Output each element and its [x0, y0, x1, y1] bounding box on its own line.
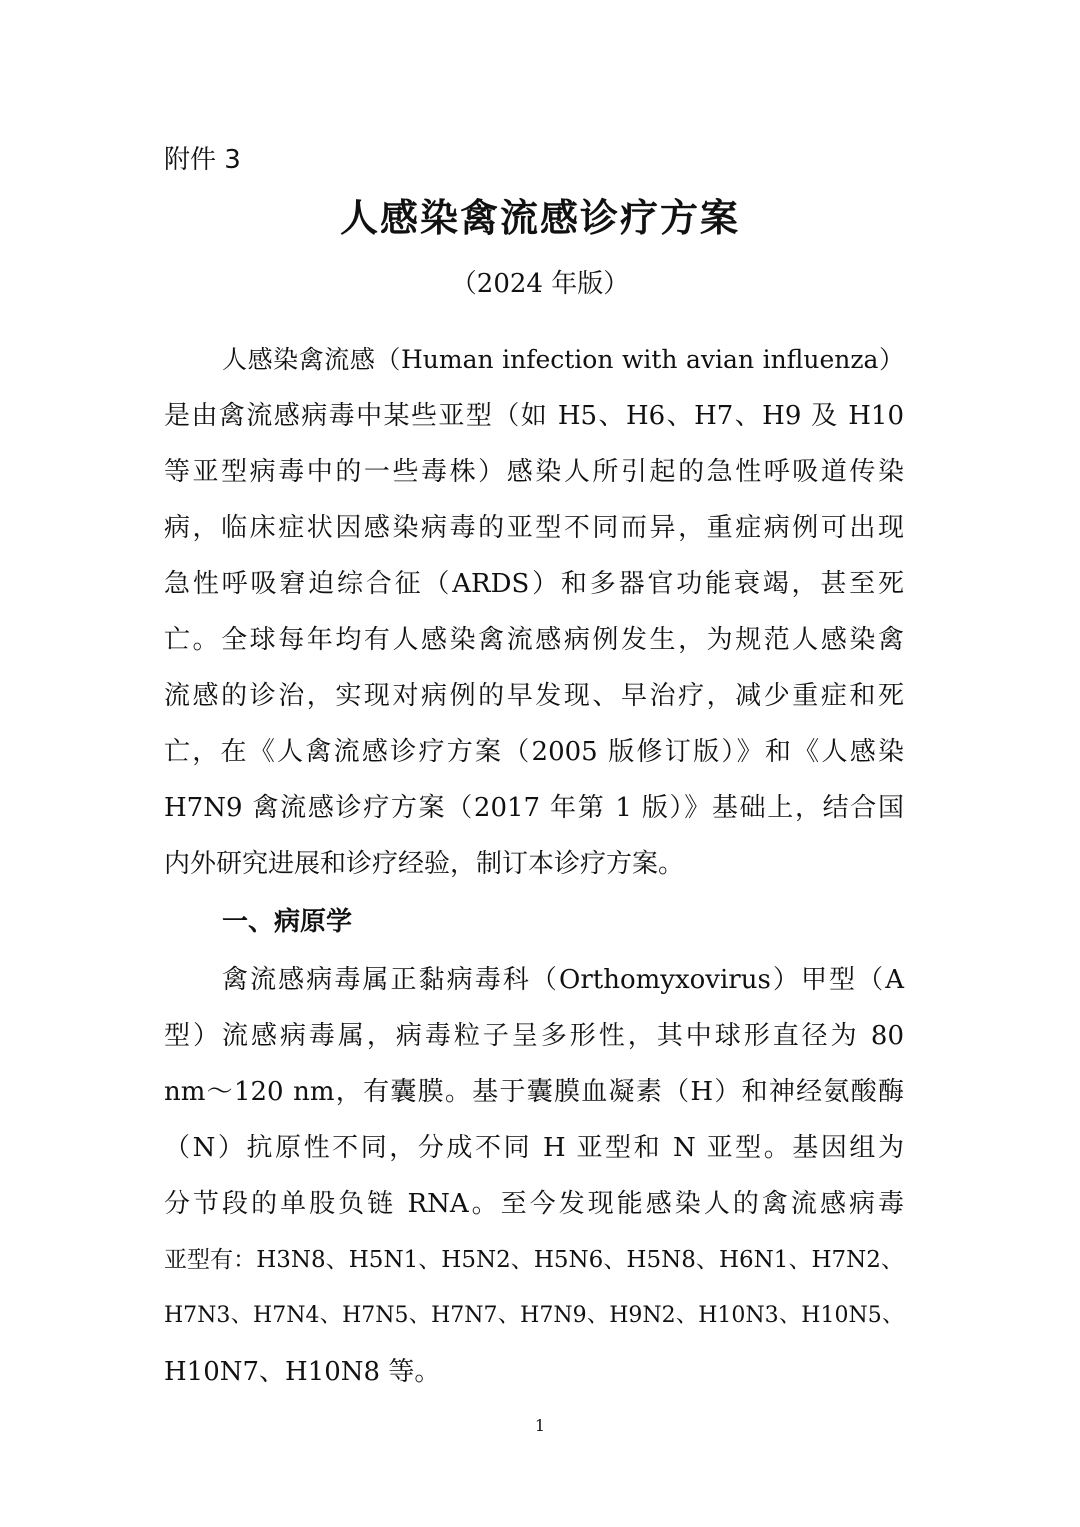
section-line: 亚型有：H3N8、H5N1、H5N2、H5N6、H5N8、H6N1、H7N2、 — [164, 1247, 904, 1273]
intro-line: 病，临床症状因感染病毒的亚型不同而异，重症病例可出现 — [164, 513, 904, 543]
section-line: 分节段的单股负链 RNA。至今发现能感染人的禽流感病毒 — [164, 1189, 904, 1219]
section-line: （N）抗原性不同，分成不同 H 亚型和 N 亚型。基因组为 — [164, 1133, 904, 1163]
intro-line: H7N9 禽流感诊疗方案（2017 年第 1 版）》基础上，结合国 — [164, 793, 904, 823]
intro-line: 等亚型病毒中的一些毒株）感染人所引起的急性呼吸道传染 — [164, 457, 904, 487]
intro-line: 人感染禽流感（Human infection with avian influenza） — [222, 345, 904, 374]
section-line: H10N7、H10N8 等。 — [164, 1357, 441, 1387]
section-heading: 一、病原学 — [222, 907, 353, 937]
section-line: H7N3、H7N4、H7N5、H7N7、H7N9、H9N2、H10N3、H10N5、 — [164, 1303, 904, 1328]
intro-line: 亡。全球每年均有人感染禽流感病例发生，为规范人感染禽 — [164, 625, 904, 655]
document-title: 人感染禽流感诊疗方案 — [339, 196, 740, 240]
page-number: 1 — [534, 1416, 546, 1435]
intro-line: 亡，在《人禽流感诊疗方案（2005 版修订版）》和《人感染 — [164, 737, 904, 767]
section-line: 型）流感病毒属，病毒粒子呈多形性，其中球形直径为 80 — [164, 1021, 904, 1051]
intro-line: 内外研究进展和诊疗经验，制订本诊疗方案。 — [164, 849, 685, 879]
section-line: 禽流感病毒属正黏病毒科（Orthomyxovirus）甲型（A — [222, 965, 904, 995]
attachment-label: 附件 3 — [164, 145, 241, 175]
intro-line: 流感的诊治，实现对病例的早发现、早治疗，减少重症和死 — [164, 681, 904, 711]
section-line: nm～120 nm，有囊膜。基于囊膜血凝素（H）和神经氨酸酶 — [164, 1077, 904, 1107]
intro-line: 急性呼吸窘迫综合征（ARDS）和多器官功能衰竭，甚至死 — [164, 569, 904, 599]
document-subtitle: （2024 年版） — [450, 269, 630, 299]
intro-line: 是由禽流感病毒中某些亚型（如 H5、H6、H7、H9 及 H10 — [164, 401, 904, 431]
